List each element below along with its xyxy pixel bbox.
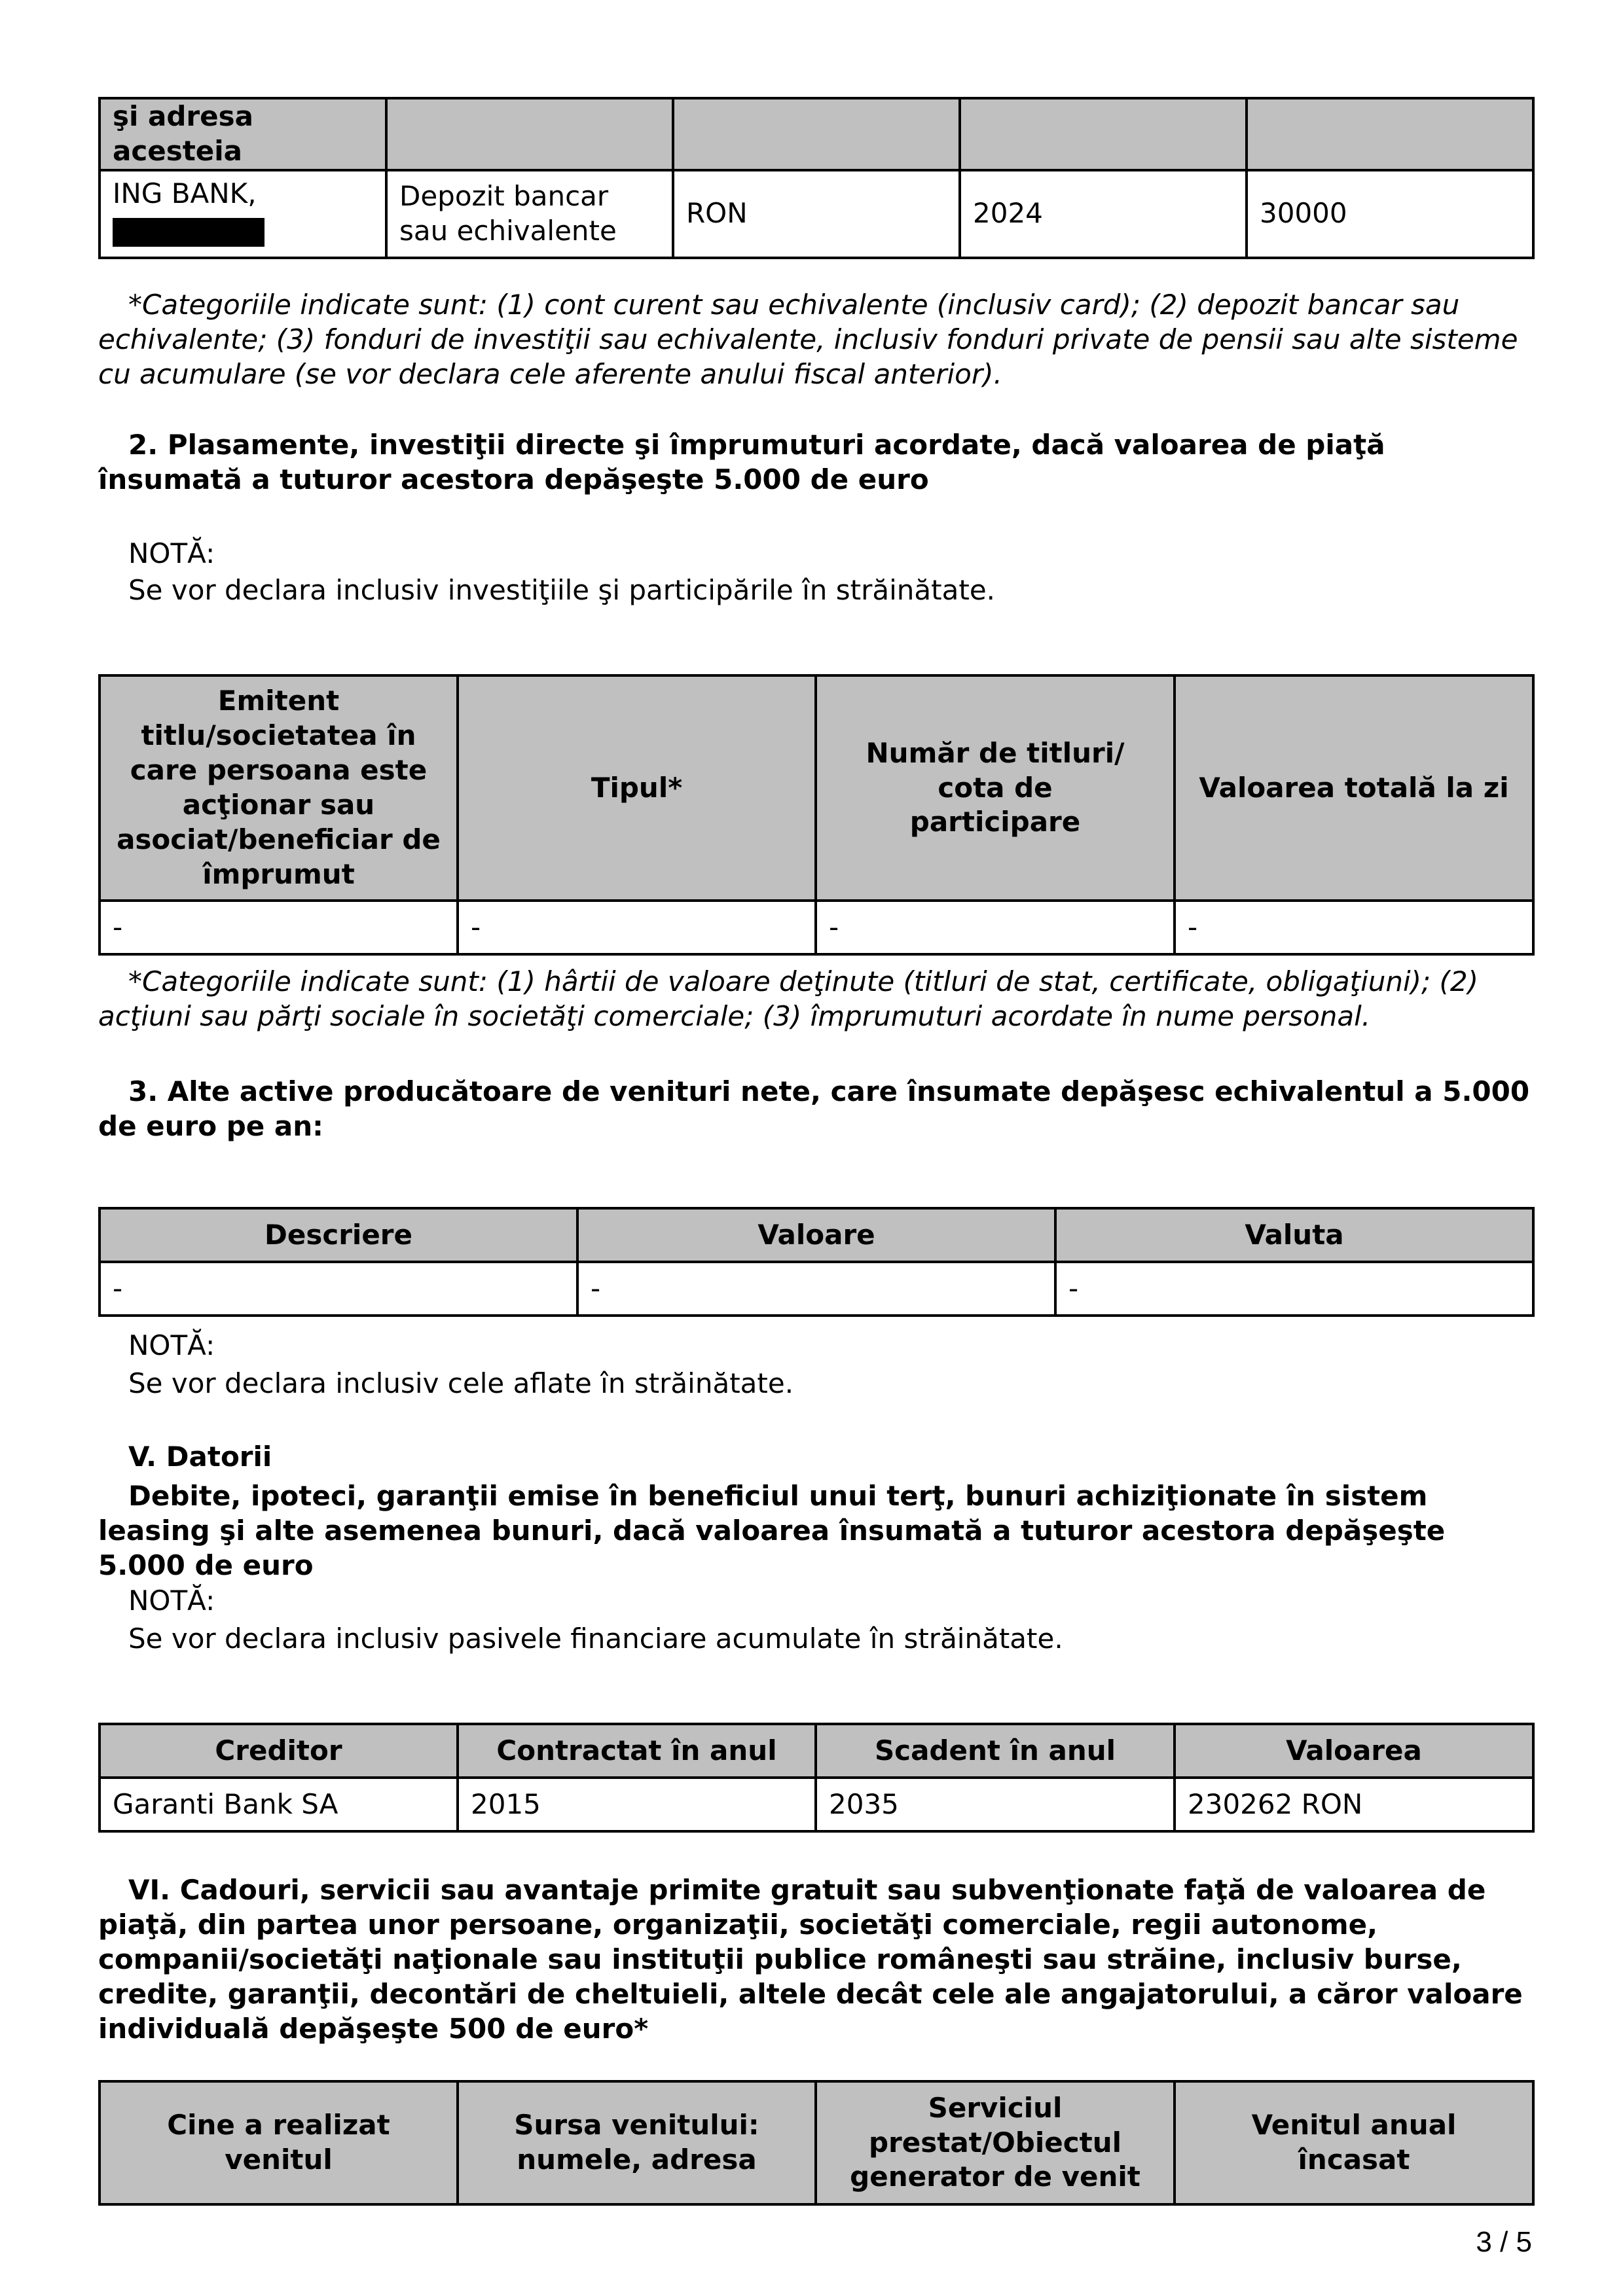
table-header-cell: Valuta [1055,1208,1533,1262]
table-header-row [100,1724,1533,1778]
category-footnote: *Categoriile indicate sunt: (1) cont curent sau echivalente (inclusiv card); (2) depozit bancar sau echivalente; (3) fonduri de investiţii sau echivalente, inclusiv fonduri private de pensii sau alte sisteme cu acumulare (se vor declara cele aferente anului fiscal anterior). [98,289,1518,390]
table-row [100,1778,1533,1831]
table-cell: RON [673,170,960,258]
table-header-cell: Cine a realizat venitul [100,2081,458,2204]
investments-table [98,674,1535,956]
redacted-address [113,218,264,247]
table-header-cell: şi adresa acesteia [100,98,386,170]
table-cell: - [100,1262,577,1316]
table-header-row [100,2081,1533,2204]
table-header-cell: Venitul anual încasat [1175,2081,1533,2204]
table-cell: 230262 RON [1175,1778,1533,1831]
note-text: Se vor declara inclusiv investiţiile şi participările în străinătate. [128,574,996,606]
section-heading: 3. Alte active producătoare de venituri nete, care însumate depăşesc echivalentul a 5.000 de euro pe an: [98,1075,1530,1142]
gifts-table [98,2080,1535,2206]
table-header-cell [386,98,673,170]
debts-table [98,1723,1535,1833]
table-header-cell: Serviciul prestat/Obiectul generator de venit [816,2081,1175,2204]
other-assets-table [98,1207,1535,1317]
table-header-cell [673,98,960,170]
section-heading: Debite, ipoteci, garanţii emise în beneficiul unui terţ, bunuri achiziţionate în sistem leasing şi alte asemenea bunuri, dacă valoarea însumată a tuturor acestora depăşeşte 5.000 de euro [98,1480,1446,1581]
note-label: NOTĂ: [128,1585,215,1617]
table-cell: 2015 [458,1778,816,1831]
table-cell: 2035 [816,1778,1175,1831]
table-header-cell: Valoarea [1175,1724,1533,1778]
table-header-cell: Emitent titlu/societatea în care persoana este acţionar sau asociat/beneficiar de împrumut [100,675,458,901]
table-cell [100,170,386,258]
table-header-cell: Număr de titluri/ cota de participare [816,675,1175,901]
table-cell: Depozit bancar sau echivalente [386,170,673,258]
table-cell: - [1175,901,1533,954]
table-header-row [100,675,1533,901]
page-number: 3 / 5 [1476,2226,1532,2258]
table-header-cell: Scadent în anul [816,1724,1175,1778]
section-heading: VI. Cadouri, servicii sau avantaje primite gratuit sau subvenţionate faţă de valoarea de piaţă, din partea unor persoane, organizaţii, societăţi comerciale, regii autonome, companii/societăţi naţionale sau instituţii publice româneşti sau străine, inclusiv burse, credite, garanţii, decontări de cheltuieli, altele decât cele ale angajatorului, a căror valoare individuală depăşeşte 500 de euro* [98,1874,1523,2045]
table-header-cell: Descriere [100,1208,577,1262]
table-cell: - [577,1262,1055,1316]
table-header-cell: Valoarea totală la zi [1175,675,1533,901]
table-header-row [100,1208,1533,1262]
table-cell: - [1055,1262,1533,1316]
section-heading: 2. Plasamente, investiţii directe şi împrumuturi acordate, dacă valoarea de piaţă însumată a tuturor acestora depăşeşte 5.000 de euro [98,429,1385,495]
note-text: Se vor declara inclusiv pasivele financiare acumulate în străinătate. [128,1623,1063,1655]
table-cell: 30000 [1247,170,1533,258]
table-header-row [100,98,1533,170]
table-cell: - [458,901,816,954]
table-row [100,901,1533,954]
institution-name: ING BANK, [113,177,257,209]
table-header-cell [960,98,1247,170]
table-cell: - [100,901,458,954]
table-cell: 2024 [960,170,1247,258]
accounts-table [98,97,1535,259]
table-row [100,1262,1533,1316]
table-header-cell: Creditor [100,1724,458,1778]
table-header-cell: Contractat în anul [458,1724,816,1778]
table-header-cell: Valoare [577,1208,1055,1262]
table-header-cell [1247,98,1533,170]
table-header-cell: Sursa venitului: numele, adresa [458,2081,816,2204]
note-label: NOTĂ: [128,1329,215,1361]
note-label: NOTĂ: [128,537,215,569]
table-header-cell: Tipul* [458,675,816,901]
table-row [100,170,1533,258]
note-text: Se vor declara inclusiv cele aflate în străinătate. [128,1367,794,1399]
section-title: V. Datorii [128,1441,272,1473]
category-footnote: *Categoriile indicate sunt: (1) hârtii de valoare deţinute (titluri de stat, certificate, obligaţiuni); (2) acţiuni sau părţi sociale în societăţi comerciale; (3) împrumuturi acordate în nume personal. [98,965,1479,1032]
table-cell: Garanti Bank SA [100,1778,458,1831]
table-cell: - [816,901,1175,954]
